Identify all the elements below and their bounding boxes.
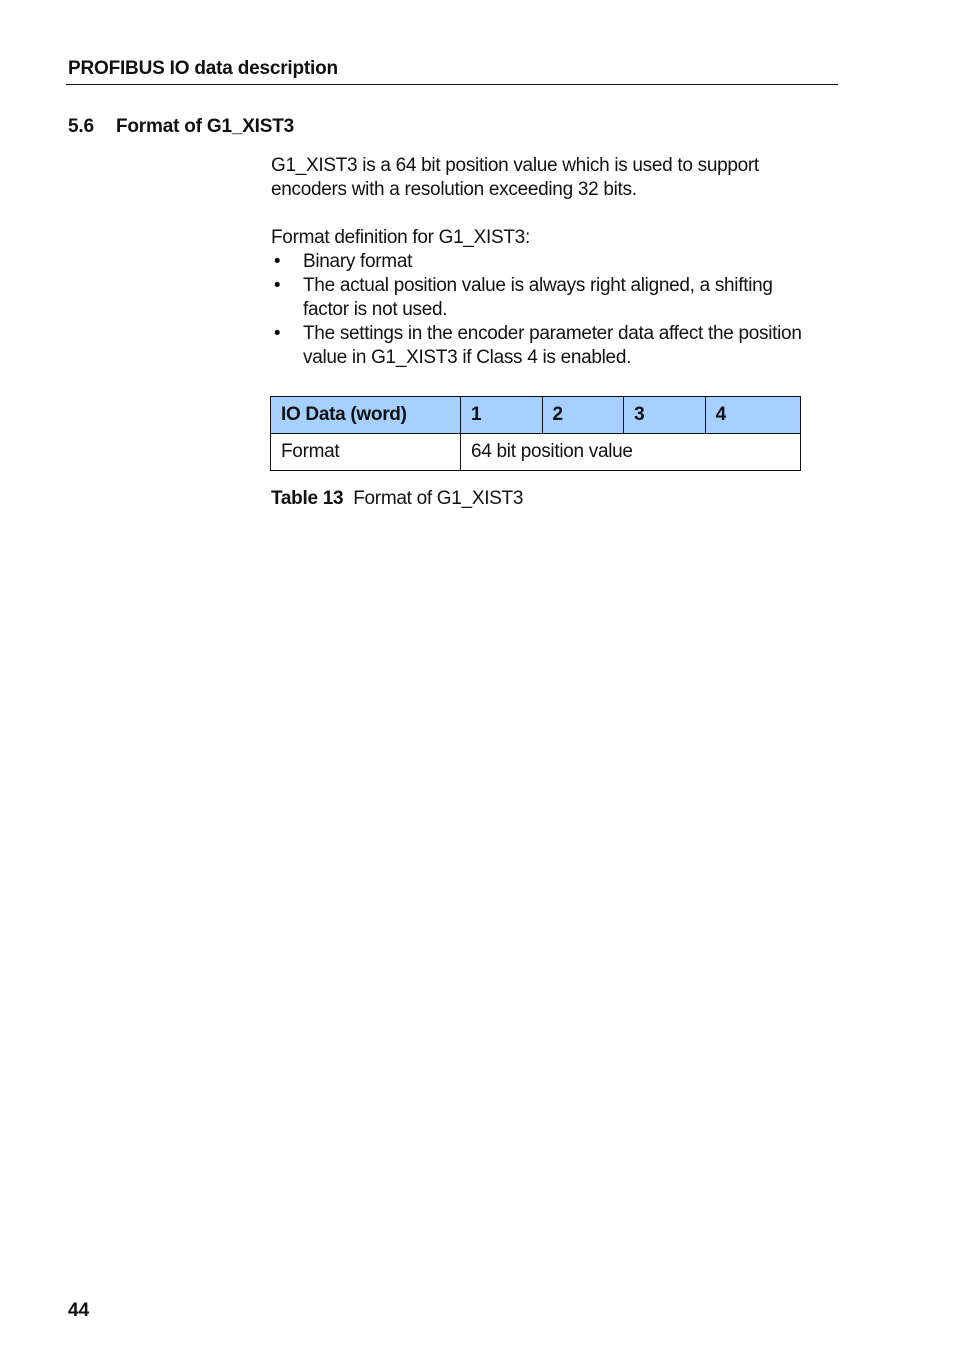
bullet-text: The actual position value is always right aligned, a shifting (303, 275, 773, 296)
bullet-dot-icon: • (273, 275, 281, 296)
bullet-text: Binary format (303, 251, 413, 272)
intro-paragraph (271, 154, 841, 202)
bullet-dot-icon: • (273, 251, 281, 272)
table-header-cell: 1 (461, 397, 543, 434)
section-heading (68, 116, 294, 138)
io-data-table (270, 396, 801, 471)
table-row (271, 434, 801, 471)
page-number: 44 (68, 1300, 90, 1321)
body-text (271, 154, 841, 370)
table-caption (271, 488, 523, 510)
format-heading: Format definition for G1_XIST3: (271, 227, 530, 248)
table-caption-text: Format of G1_XIST3 (353, 488, 524, 509)
table-row-label: Format (271, 434, 461, 471)
bullet-text-continued: factor is not used. (303, 299, 448, 320)
table-row-value: 64 bit position value (461, 434, 801, 471)
table-header-cell: IO Data (word) (271, 397, 461, 434)
bullet-text-continued: value in G1_XIST3 if Class 4 is enabled. (303, 347, 632, 368)
format-bullet-list (271, 250, 841, 370)
page-header-title: PROFIBUS IO data description (68, 58, 338, 79)
section-number: 5.6 (68, 116, 94, 137)
table-header-cell: 4 (705, 397, 800, 434)
table-header-cell: 2 (542, 397, 624, 434)
bullet-item (271, 322, 841, 370)
intro-line-1: G1_XIST3 is a 64 bit position value which is used to support (271, 155, 759, 176)
bullet-item (271, 274, 841, 322)
table-header-cell: 3 (624, 397, 706, 434)
table-caption-label: Table 13 (271, 488, 344, 509)
bullet-item (271, 250, 841, 274)
section-title: Format of G1_XIST3 (116, 116, 294, 137)
bullet-text: The settings in the encoder parameter data affect the position (303, 323, 802, 344)
intro-line-2: encoders with a resolution exceeding 32 bits. (271, 179, 637, 200)
bullet-dot-icon: • (273, 323, 281, 344)
paragraph-spacer (271, 202, 841, 226)
table-header-row (271, 397, 801, 434)
header-divider (66, 84, 838, 85)
